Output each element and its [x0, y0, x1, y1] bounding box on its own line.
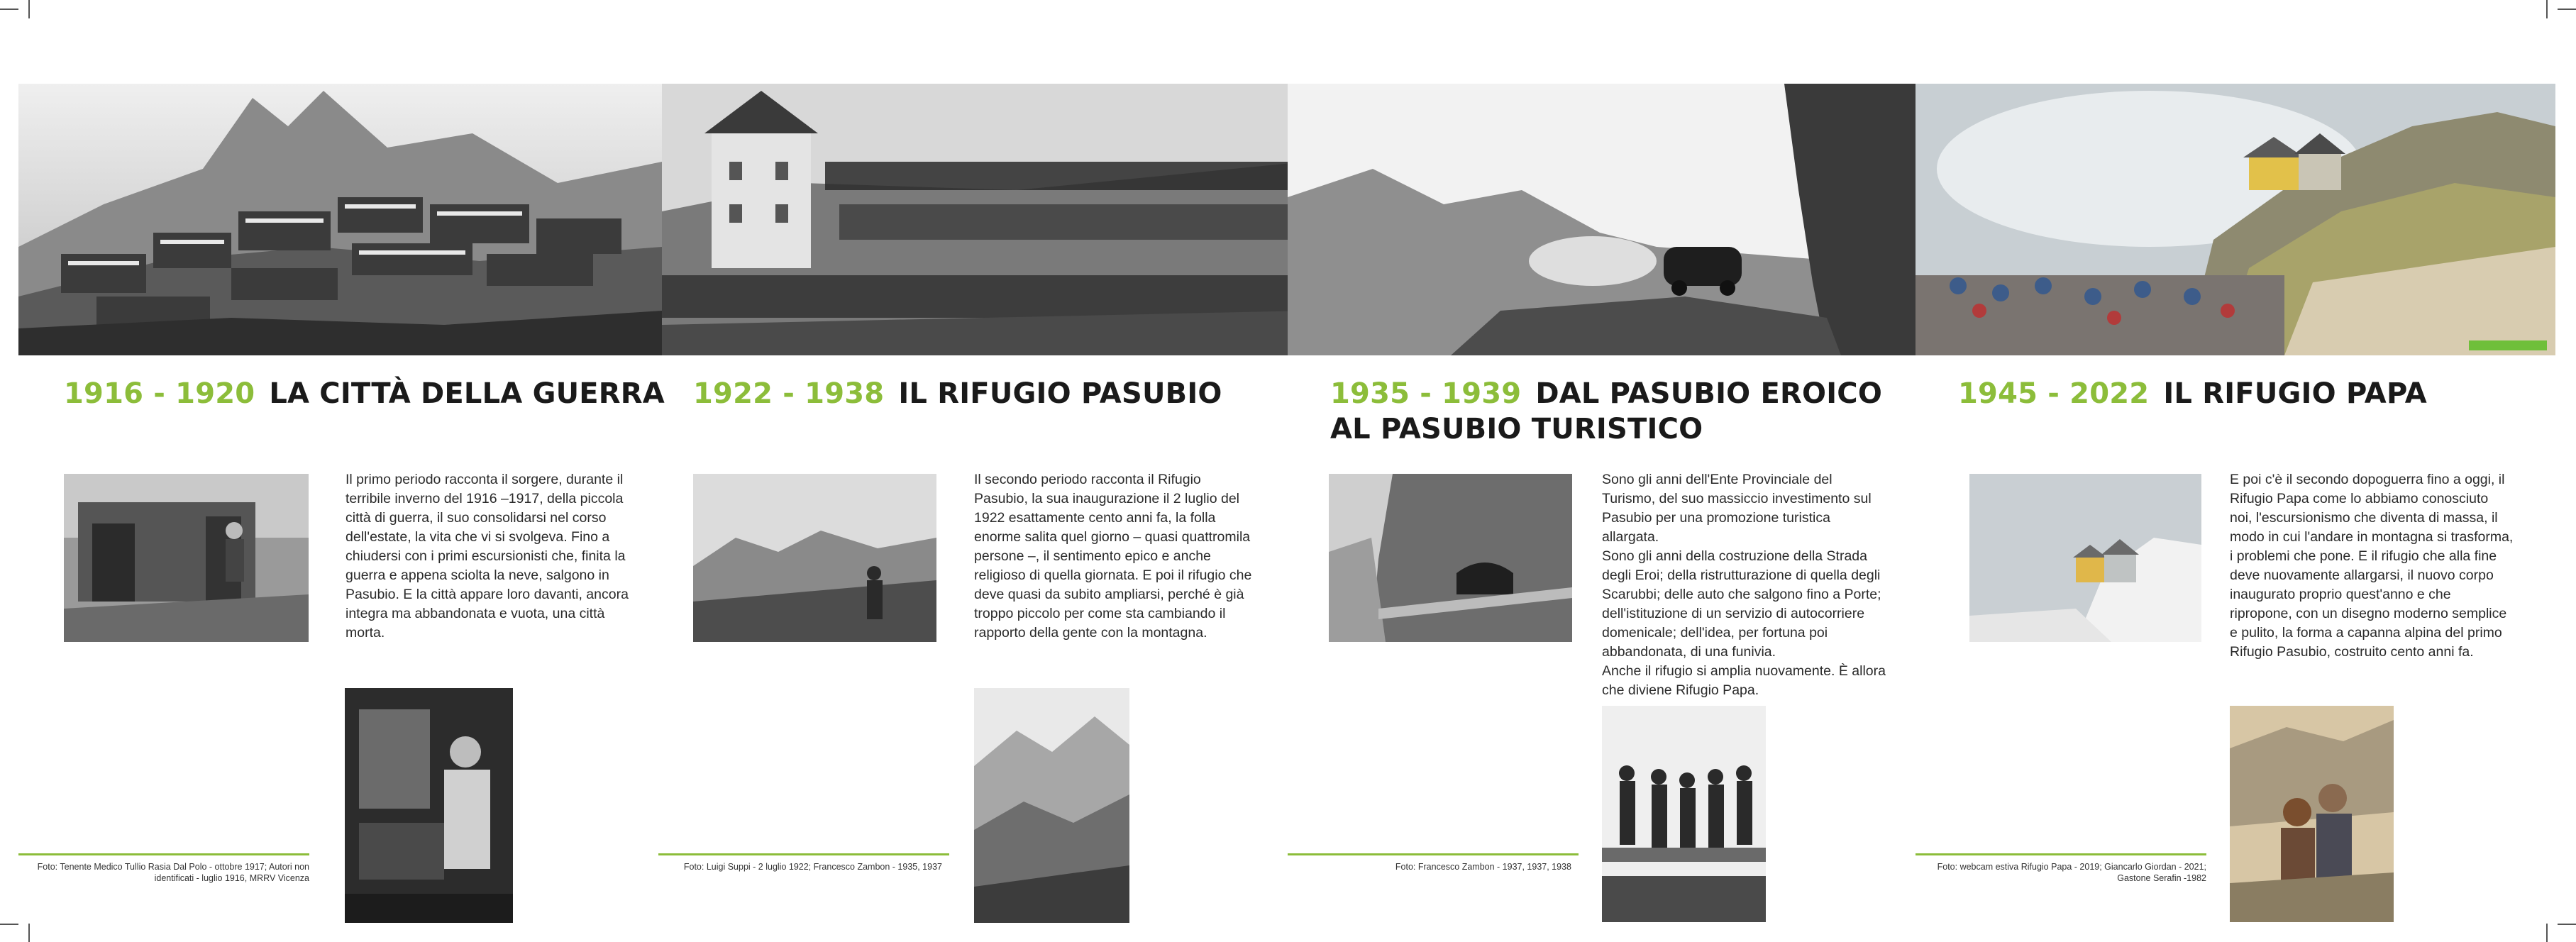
photo-credit: Foto: Tenente Medico Tullio Rasia Dal Polo - ottobre 1917; Autori non identificati - luglio 1916, MRRV Vicenza	[37, 862, 309, 883]
panel-title: LA CITTÀ DELLA GUERRA	[269, 377, 665, 410]
panel-paragraph: Sono gli anni della costruzione della Strada degli Eroi; della ristrutturazione di quella degli Scarubbi; delle auto che salgono fino a Porte; dell'istituzione di un servizio di autocorriere domenicale; dell'idea, per fortuna poi abbandonata, di una funivia.	[1602, 548, 1881, 660]
panel-heading	[1958, 376, 2576, 411]
photo-rifugio-in-snow	[1969, 474, 2201, 642]
photo-man-on-ridge	[693, 474, 936, 642]
panel-title-line2: AL PASUBIO TURISTICO	[1330, 413, 1703, 445]
banner-photo-inauguration-crowd	[662, 84, 1305, 355]
photo-credit: Foto: Francesco Zambon - 1937, 1937, 1938	[1395, 862, 1571, 872]
panel-title: DAL PASUBIO EROICO	[1535, 377, 1883, 410]
panel-heading	[1330, 376, 1955, 447]
footer-rule	[1916, 853, 2206, 855]
crop-mark	[0, 924, 18, 925]
photo-hikers-group	[1602, 706, 1766, 922]
banner-photo-rifugio-papa-webcam	[1916, 84, 2555, 355]
crop-mark	[28, 924, 30, 942]
panel-years: 1916 - 1920	[64, 377, 255, 410]
panel-paragraph: Il primo periodo racconta il sorgere, durante il terribile inverno del 1916 –1917, della piccola città di guerra, il suo consolidarsi nel corso dell'estate, la vita che vi si svolgeva. Fino a chiudersi con i primi escursionisti che, finita la guerra e appena sciolta la neve, salgono in Pasubio. E la città appare loro davanti, ancora integra ma abbandonata e vuota, una città morta.	[346, 472, 629, 641]
panel-heading	[693, 376, 1317, 411]
panel-years: 1935 - 1939	[1330, 377, 1522, 410]
crop-mark	[2546, 0, 2548, 18]
panel-years: 1945 - 2022	[1958, 377, 2150, 410]
photo-credit: Foto: webcam estiva Rifugio Papa - 2019; Giancarlo Giordan - 2021; Gastone Serafin -1982	[1937, 862, 2206, 883]
panel-body	[974, 470, 1258, 643]
panel-body	[2230, 470, 2514, 662]
panel-years: 1922 - 1938	[693, 377, 885, 410]
crop-mark	[2546, 924, 2548, 942]
photo-road-of-heroes	[1329, 474, 1572, 642]
panel-paragraph: Il secondo periodo racconta il Rifugio Pasubio, la sua inaugurazione il 2 luglio del 1922 esattamente cento anni fa, la folla enorme salita quel giorno – quasi quattromila persone –, il sentimento epico e anche religioso di quella giornata. E poi il rifugio che deve quasi da subito ampliarsi, perché è già troppo piccolo per come sta cambiando il rapporto della gente con la montagna.	[974, 472, 1252, 641]
footer-rule	[1288, 853, 1579, 855]
panel-heading	[64, 376, 688, 411]
footer-rule	[18, 853, 309, 855]
photo-soldiers-barrack	[64, 474, 309, 642]
photo-couple-1982	[2230, 706, 2394, 922]
crop-mark	[0, 9, 18, 10]
panel-title: IL RIFUGIO PAPA	[2163, 377, 2427, 410]
panel-title: IL RIFUGIO PASUBIO	[898, 377, 1222, 410]
panel-body	[1602, 470, 1886, 700]
photo-snowy-mountains	[974, 688, 1129, 923]
banner-photo-war-city	[18, 84, 662, 355]
crop-mark	[28, 0, 30, 18]
photo-credit: Foto: Luigi Suppi - 2 luglio 1922; Francesco Zambon - 1935, 1937	[683, 862, 942, 872]
crop-mark	[2558, 9, 2576, 10]
panel-paragraph: Sono gli anni dell'Ente Provinciale del Turismo, del suo massiccio investimento sul Pasubio per una promozione turistica allargata.	[1602, 472, 1872, 545]
crop-mark	[2558, 924, 2576, 925]
panel-body	[346, 470, 629, 643]
panel-paragraph: Anche il rifugio si amplia nuovamente. È allora che diviene Rifugio Papa.	[1602, 663, 1886, 698]
banner-photo-car-on-road	[1288, 84, 1931, 355]
photo-officer-interior	[345, 688, 513, 923]
panel-paragraph: E poi c'è il secondo dopoguerra fino a oggi, il Rifugio Papa come lo abbiamo conosciuto noi, l'escursionismo che diventa di massa, il modo in cui l'andare in montagna si trasforma, i problemi che pone. E il rifugio che alla fine deve nuovamente allargarsi, il nuovo corpo inaugurato proprio quest'anno e che ripropone, con un disegno moderno semplice e pulito, la forma a capanna alpina del primo Rifugio Pasubio, costruito cento anni fa.	[2230, 472, 2514, 660]
footer-rule	[658, 853, 949, 855]
